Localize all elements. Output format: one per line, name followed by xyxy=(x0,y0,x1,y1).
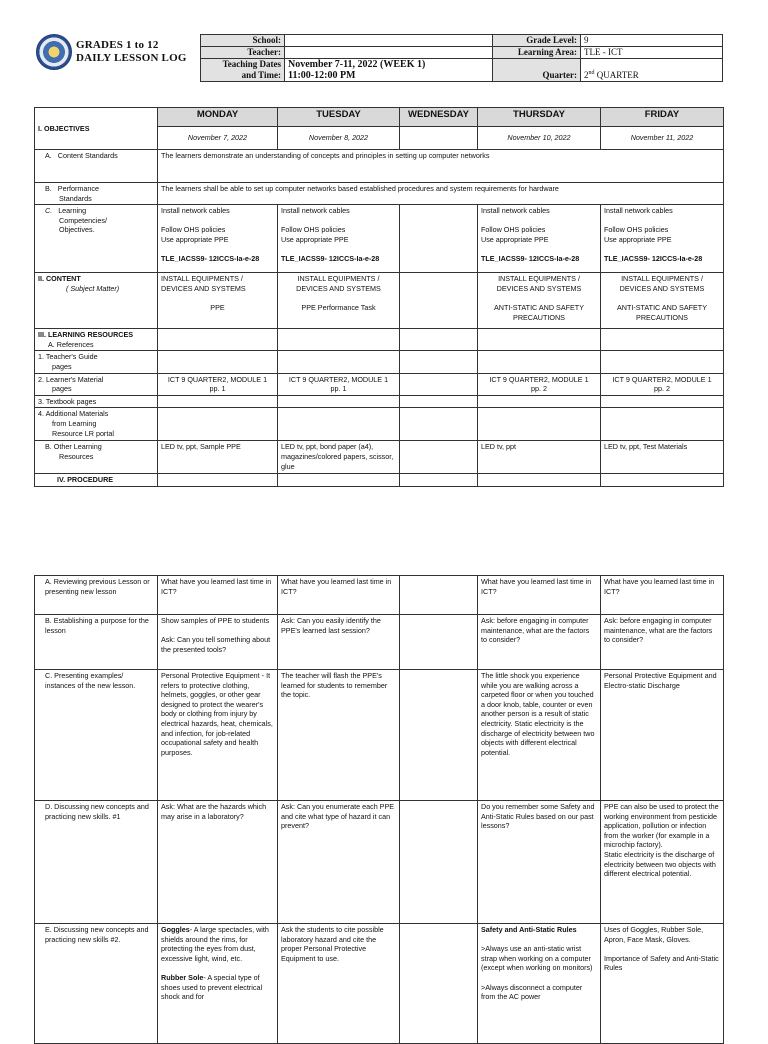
competencies-label: C. Learning Competencies/ Objectives. xyxy=(35,205,158,273)
procedure-heading: IV. PROCEDURE xyxy=(35,474,158,487)
other-resources-thursday: LED tv, ppt xyxy=(478,441,601,474)
day-friday: FRIDAY xyxy=(601,108,724,127)
textbook-pages-label: 3. Textbook pages xyxy=(35,395,158,408)
reviewing-tuesday: What have you learned last time in ICT? xyxy=(278,576,400,615)
discussing-2-friday: Uses of Goggles, Rubber Sole, Apron, Face Mask, Gloves. Importance of Safety and Anti-Static Rules xyxy=(601,924,724,1044)
day-thursday: THURSDAY xyxy=(478,108,601,127)
purpose-tuesday: Ask: Can you easily identify the PPE's learned last session? xyxy=(278,615,400,670)
presenting-monday: Personal Protective Equipment - It refers to protective clothing, helmets, goggles, or other gear designed to protect the wearer's body or clothing from injury by electrical hazards, heat, chemicals, and infection, for job-related occupational safety and health purposes. xyxy=(158,670,278,801)
content-wednesday xyxy=(400,273,478,329)
learners-material-thursday: ICT 9 QUARTER2, MODULE 1 pp. 2 xyxy=(478,373,601,395)
competencies-friday: Install network cables Follow OHS policies Use appropriate PPE TLE_IACSS9- 12ICCS-Ia-e-28 xyxy=(601,205,724,273)
lesson-log-header xyxy=(34,34,722,84)
reviewing-thursday: What have you learned last time in ICT? xyxy=(478,576,601,615)
header-info-table xyxy=(200,34,723,82)
other-learning-resources-label: B. Other Learning Resources xyxy=(35,441,158,474)
date-tuesday: November 8, 2022 xyxy=(278,127,400,150)
grade-level-label: Grade Level: xyxy=(493,35,581,47)
content-friday: INSTALL EQUIPMENTS / DEVICES AND SYSTEMS ANTI-STATIC AND SAFETY PRECAUTIONS xyxy=(601,273,724,329)
presenting-tuesday: The teacher will flash the PPE's learned for students to remember the topic. xyxy=(278,670,400,801)
learning-area-value: TLE - ICT xyxy=(581,47,723,59)
teaching-dates-value: November 7-11, 2022 (WEEK 1) 11:00-12:00 PM xyxy=(285,59,493,82)
performance-standards-text: The learners shall be able to set up computer networks based established procedures and system requirements for hardware xyxy=(158,183,724,205)
content-monday: INSTALL EQUIPMENTS / DEVICES AND SYSTEMS PPE xyxy=(158,273,278,329)
discussing-1-tuesday: Ask: Can you enumerate each PPE and cite what type of hazard it can prevent? xyxy=(278,801,400,924)
competencies-wednesday xyxy=(400,205,478,273)
purpose-monday: Show samples of PPE to students Ask: Can you tell something about the presented tools? xyxy=(158,615,278,670)
presenting-thursday: The little shock you experience while you are walking across a carpeted floor or when you touched a door knob, table, counter or even another person is a result of static electricity. Static electricity is the discharge of electricity between two objects with different electrical potential. xyxy=(478,670,601,801)
school-label: School: xyxy=(201,35,285,47)
learners-material-monday: ICT 9 QUARTER2, MODULE 1 pp. 1 xyxy=(158,373,278,395)
discussing-1-monday: Ask: What are the hazards which may arise in a laboratory? xyxy=(158,801,278,924)
content-tuesday: INSTALL EQUIPMENTS / DEVICES AND SYSTEMS PPE Performance Task xyxy=(278,273,400,329)
teachers-guide-label: 1. Teacher's Guide pages xyxy=(35,351,158,373)
content-label: II. CONTENT ( Subject Matter) xyxy=(35,273,158,329)
learners-material-label: 2. Learner's Material pages xyxy=(35,373,158,395)
teaching-dates-label: Teaching Dates and Time: xyxy=(201,59,285,82)
school-value xyxy=(285,35,493,47)
deped-seal-icon xyxy=(36,34,72,70)
objectives-heading: I. OBJECTIVES xyxy=(35,108,158,150)
teacher-label: Teacher: xyxy=(201,47,285,59)
discussing-1-label: D. Discussing new concepts and practicing new skills. #1 xyxy=(35,801,158,924)
resources-label: III. LEARNING RESOURCES A. References xyxy=(35,329,158,351)
other-resources-monday: LED tv, ppt, Sample PPE xyxy=(158,441,278,474)
competencies-tuesday: Install network cables Follow OHS policies Use appropriate PPE TLE_IACSS9- 12ICCS-Ia-e-28 xyxy=(278,205,400,273)
date-friday: November 11, 2022 xyxy=(601,127,724,150)
grade-level-value: 9 xyxy=(581,35,723,47)
performance-standards-label: B. Performance Standards xyxy=(35,183,158,205)
presenting-examples-label: C. Presenting examples/ instances of the new lesson. xyxy=(35,670,158,801)
other-resources-friday: LED tv, ppt, Test Materials xyxy=(601,441,724,474)
content-thursday: INSTALL EQUIPMENTS / DEVICES AND SYSTEMS ANTI-STATIC AND SAFETY PRECAUTIONS xyxy=(478,273,601,329)
discussing-2-label: E. Discussing new concepts and practicing new skills #2. xyxy=(35,924,158,1044)
purpose-friday: Ask: before engaging in computer maintenance, what are the factors to consider? xyxy=(601,615,724,670)
document-title: GRADES 1 to 12 DAILY LESSON LOG xyxy=(76,39,187,64)
presenting-friday: Personal Protective Equipment and Electro-static Discharge xyxy=(601,670,724,801)
discussing-2-thursday: Safety and Anti-Static Rules >Always use an anti-static wrist strap when working on a computer (except when working on monitors) >Always disconnect a computer from the AC power xyxy=(478,924,601,1044)
date-wednesday xyxy=(400,127,478,150)
discussing-1-thursday: Do you remember some Safety and Anti-Static Rules based on our past lessons? xyxy=(478,801,601,924)
reviewing-friday: What have you learned last time in ICT? xyxy=(601,576,724,615)
quarter-label: Quarter: xyxy=(493,59,581,82)
learning-area-label: Learning Area: xyxy=(493,47,581,59)
day-tuesday: TUESDAY xyxy=(278,108,400,127)
teacher-value xyxy=(285,47,493,59)
quarter-value: 2nd QUARTER xyxy=(581,59,723,82)
day-wednesday: WEDNESDAY xyxy=(400,108,478,127)
learners-material-tuesday: ICT 9 QUARTER2, MODULE 1 pp. 1 xyxy=(278,373,400,395)
lesson-plan-table-1 xyxy=(34,107,724,487)
discussing-2-tuesday: Ask the students to cite possible laboratory hazard and cite the proper Personal Protective Equipment to use. xyxy=(278,924,400,1044)
purpose-label: B. Establishing a purpose for the lesson xyxy=(35,615,158,670)
additional-materials-label: 4. Additional Materials from Learning Resource LR portal xyxy=(35,408,158,441)
discussing-1-friday: PPE can also be used to protect the working environment from pesticide application, pollution or infection from the worker (for example in a microchip factory). Static electricity is the discharge of electricity between two objects with different electrical potential. xyxy=(601,801,724,924)
other-resources-tuesday: LED tv, ppt, bond paper (a4), magazines/colored papers, scissor, glue xyxy=(278,441,400,474)
competencies-thursday: Install network cables Follow OHS policies Use appropriate PPE TLE_IACSS9- 12ICCS-Ia-e-28 xyxy=(478,205,601,273)
reviewing-lesson-label: A. Reviewing previous Lesson or presenting new lesson xyxy=(35,576,158,615)
lesson-plan-table-2 xyxy=(34,575,724,1044)
competencies-monday: Install network cables Follow OHS policies Use appropriate PPE TLE_IACSS9- 12ICCS-Ia-e-28 xyxy=(158,205,278,273)
purpose-thursday: Ask: before engaging in computer maintenance, what are the factors to consider? xyxy=(478,615,601,670)
learners-material-friday: ICT 9 QUARTER2, MODULE 1 pp. 2 xyxy=(601,373,724,395)
content-standards-text: The learners demonstrate an understanding of concepts and principles in setting up computer networks xyxy=(158,150,724,183)
content-standards-label: A. Content Standards xyxy=(35,150,158,183)
discussing-2-monday: Goggles- A large spectacles, with shields around the rims, for protecting the eyes from dust, excessive light, wind, etc. Rubber Sole- A special type of shoes used to prevent electrical shock and for xyxy=(158,924,278,1044)
day-monday: MONDAY xyxy=(158,108,278,127)
reviewing-monday: What have you learned last time in ICT? xyxy=(158,576,278,615)
date-thursday: November 10, 2022 xyxy=(478,127,601,150)
date-monday: November 7, 2022 xyxy=(158,127,278,150)
